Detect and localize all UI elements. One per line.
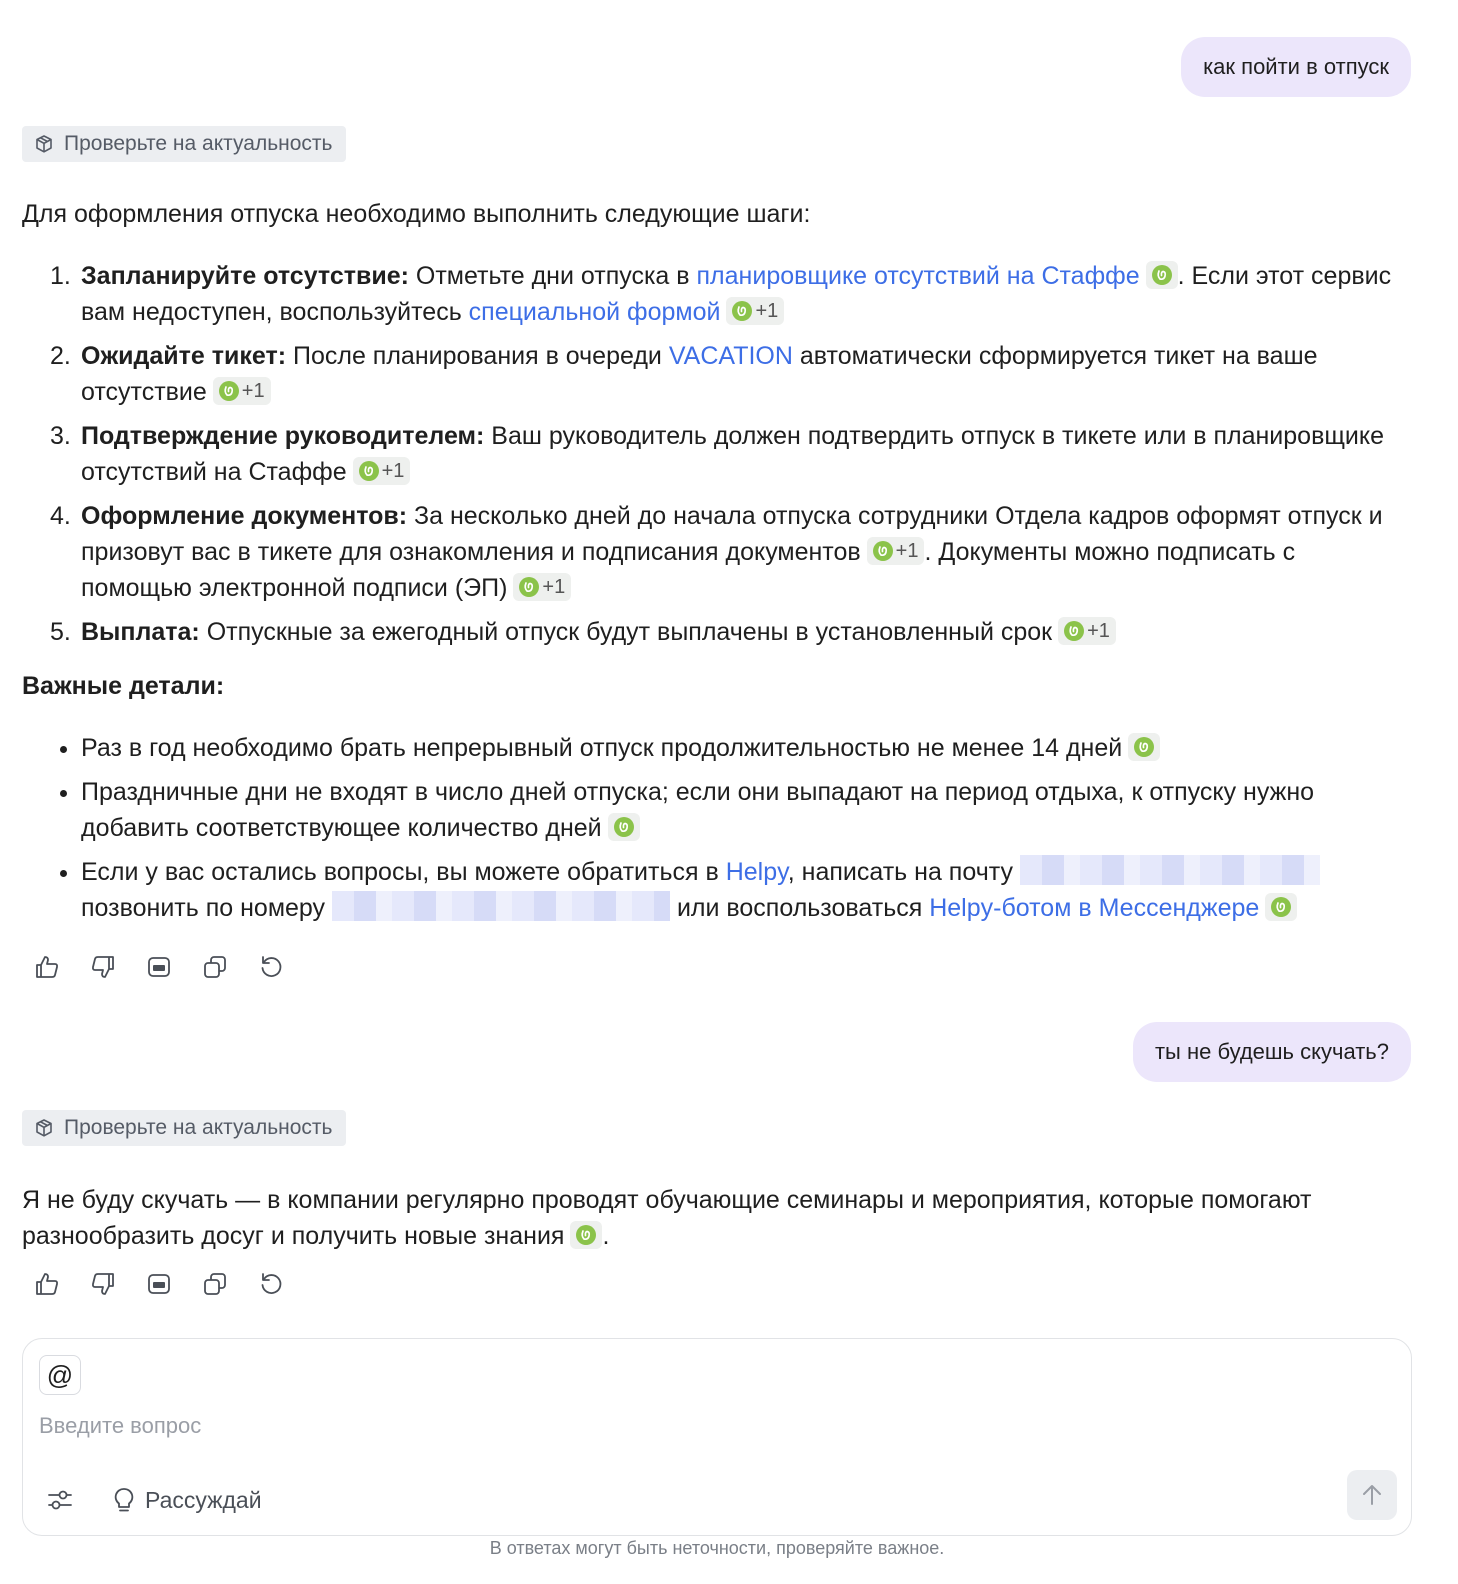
source-icon [576, 1225, 596, 1245]
list-item [22, 614, 1412, 650]
step-text: автоматически сформируется тикет на ваше отсутствие [81, 342, 1318, 406]
list-item [22, 498, 1412, 606]
answer-intro: Для оформления отпуска необходимо выполнить следующие шаги: [22, 200, 811, 228]
user-message [1181, 37, 1411, 97]
message-actions [32, 1269, 286, 1299]
detail-text: Раз в год необходимо брать непрерывный отпуск продолжительностью не менее 14 дней [81, 734, 1123, 762]
source-chip[interactable] [1128, 733, 1160, 761]
list-item [22, 258, 1412, 330]
step-text: Отпускные за ежегодный отпуск будут выплачены в установленный срок [199, 618, 1053, 646]
source-chip[interactable] [1265, 893, 1297, 921]
redacted-phone [332, 891, 670, 921]
user-message [1133, 1022, 1411, 1082]
redacted-email [1020, 855, 1320, 885]
dislike-button[interactable] [88, 1269, 118, 1299]
source-chip[interactable] [726, 297, 784, 325]
source-icon [1271, 897, 1291, 917]
step-title: Ожидайте тикет: [81, 342, 287, 370]
reasoning-label: Рассуждай [145, 1486, 262, 1513]
copy-icon [201, 953, 229, 981]
step-text: После планирования в очереди [286, 342, 669, 370]
like-button[interactable] [32, 1269, 62, 1299]
source-icon [1152, 265, 1172, 285]
source-chip[interactable] [608, 813, 640, 841]
bookmark-box-icon [145, 1270, 173, 1298]
thumbs-down-icon [89, 1270, 117, 1298]
step-number: 1. [50, 262, 71, 290]
source-icon [873, 541, 893, 561]
disclaimer: В ответах могут быть неточности, проверяйте важное. [489, 1538, 945, 1558]
regenerate-button[interactable] [256, 1269, 286, 1299]
assistant-answer [22, 196, 1412, 934]
composer [22, 1338, 1412, 1536]
copy-button[interactable] [200, 1269, 230, 1299]
steps-list [22, 258, 1412, 650]
staff-planner-link[interactable]: планировщике отсутствий на Стаффе [696, 262, 1140, 290]
list-item [22, 774, 1412, 846]
source-chip[interactable] [867, 537, 925, 565]
at-icon: @ [46, 1359, 74, 1390]
arrow-up-icon [1359, 1482, 1385, 1508]
send-button[interactable] [1347, 1470, 1397, 1520]
assistant-answer [22, 1182, 1412, 1254]
source-icon [1134, 737, 1154, 757]
check-relevance-label: Проверьте на актуальность [64, 1116, 333, 1139]
mention-button[interactable] [39, 1355, 81, 1395]
list-item [22, 338, 1412, 410]
like-button[interactable] [32, 952, 62, 982]
copy-icon [201, 1270, 229, 1298]
list-item [22, 854, 1412, 926]
bookmark-box-icon [145, 953, 173, 981]
copy-button[interactable] [200, 952, 230, 982]
source-chip[interactable] [353, 457, 411, 485]
source-count: +1 [895, 540, 919, 562]
details-list [22, 730, 1412, 926]
source-chip[interactable] [1146, 261, 1178, 289]
user-message-text: как пойти в отпуск [1203, 54, 1389, 79]
detail-text: Если у вас остались вопросы, вы можете обратиться в [81, 858, 726, 886]
source-count: +1 [755, 300, 779, 322]
source-count: +1 [241, 380, 265, 402]
regenerate-button[interactable] [256, 952, 286, 982]
source-chip[interactable] [513, 573, 571, 601]
source-chip[interactable] [213, 377, 271, 405]
source-count: +1 [381, 460, 405, 482]
question-input[interactable] [39, 1409, 1339, 1443]
source-icon [359, 461, 379, 481]
step-number: 3. [50, 422, 71, 450]
source-icon [219, 381, 239, 401]
save-button[interactable] [144, 1269, 174, 1299]
step-number: 2. [50, 342, 71, 370]
step-title: Выплата: [81, 618, 200, 646]
thumbs-down-icon [89, 953, 117, 981]
step-title: Оформление документов: [81, 502, 408, 530]
helpy-bot-link[interactable]: Helpy-ботом в Мессенджере [929, 894, 1260, 922]
list-item [22, 418, 1412, 490]
answer-text [22, 1182, 1412, 1254]
special-form-link[interactable]: специальной формой [468, 298, 721, 326]
source-icon [614, 817, 634, 837]
source-chip[interactable] [1058, 617, 1116, 645]
source-count: +1 [1087, 620, 1110, 642]
lightbulb-icon [111, 1486, 137, 1514]
helpy-link[interactable]: Helpy [725, 858, 788, 886]
answer-body: Я не буду скучать — в компании регулярно проводят обучающие семинары и мероприятия, которые помогают разнообразить досуг и получить новые знания [22, 1186, 1312, 1250]
settings-button[interactable] [45, 1485, 75, 1515]
refresh-icon [257, 1270, 285, 1298]
list-item [22, 730, 1412, 766]
cube-icon [34, 1118, 54, 1138]
detail-text: или воспользоваться [676, 894, 930, 922]
source-icon [1064, 621, 1084, 641]
sliders-icon [46, 1486, 74, 1514]
reasoning-toggle[interactable] [111, 1483, 262, 1517]
check-relevance-badge[interactable] [22, 126, 346, 162]
step-text: . Если этот сервис вам недоступен, воспользуйтесь [81, 262, 1392, 326]
step-text: . Документы можно подписать с помощью электронной подписи (ЭП) [81, 538, 1296, 602]
step-text: За несколько дней до начала отпуска сотрудники Отдела кадров оформят отпуск и призовут вас в тикете для ознакомления и подписания документов [81, 502, 1383, 566]
vacation-queue-link[interactable]: VACATION [668, 342, 793, 370]
message-actions [32, 952, 286, 982]
details-title: Важные детали: [22, 672, 225, 700]
source-count: +1 [542, 576, 566, 598]
check-relevance-label: Проверьте на актуальность [64, 132, 333, 155]
dislike-button[interactable] [88, 952, 118, 982]
step-title: Запланируйте отсутствие: [81, 262, 409, 290]
step-number: 4. [50, 502, 71, 530]
source-icon [732, 301, 752, 321]
step-text: Отметьте дни отпуска в [408, 262, 697, 290]
step-text: Ваш руководитель должен подтвердить отпуск в тикете или в планировщике отсутствий на Стаффе [81, 422, 1385, 486]
thumbs-up-icon [33, 953, 61, 981]
step-title: Подтверждение руководителем: [81, 422, 485, 450]
thumbs-up-icon [33, 1270, 61, 1298]
user-message-text: ты не будешь скучать? [1154, 1039, 1389, 1064]
source-icon [519, 577, 539, 597]
detail-text: Праздничные дни не входят в число дней отпуска; если они выпадают на период отдыха, к отпуску нужно добавить соответствующее количество дней [81, 778, 1315, 842]
check-relevance-badge[interactable] [22, 1110, 346, 1146]
save-button[interactable] [144, 952, 174, 982]
step-number: 5. [50, 618, 71, 646]
refresh-icon [257, 953, 285, 981]
answer-end: . [602, 1222, 610, 1250]
source-chip[interactable] [570, 1221, 602, 1249]
cube-icon [34, 134, 54, 154]
detail-text: позвонить по номеру [81, 894, 332, 922]
detail-text: , написать на почту [787, 858, 1020, 886]
